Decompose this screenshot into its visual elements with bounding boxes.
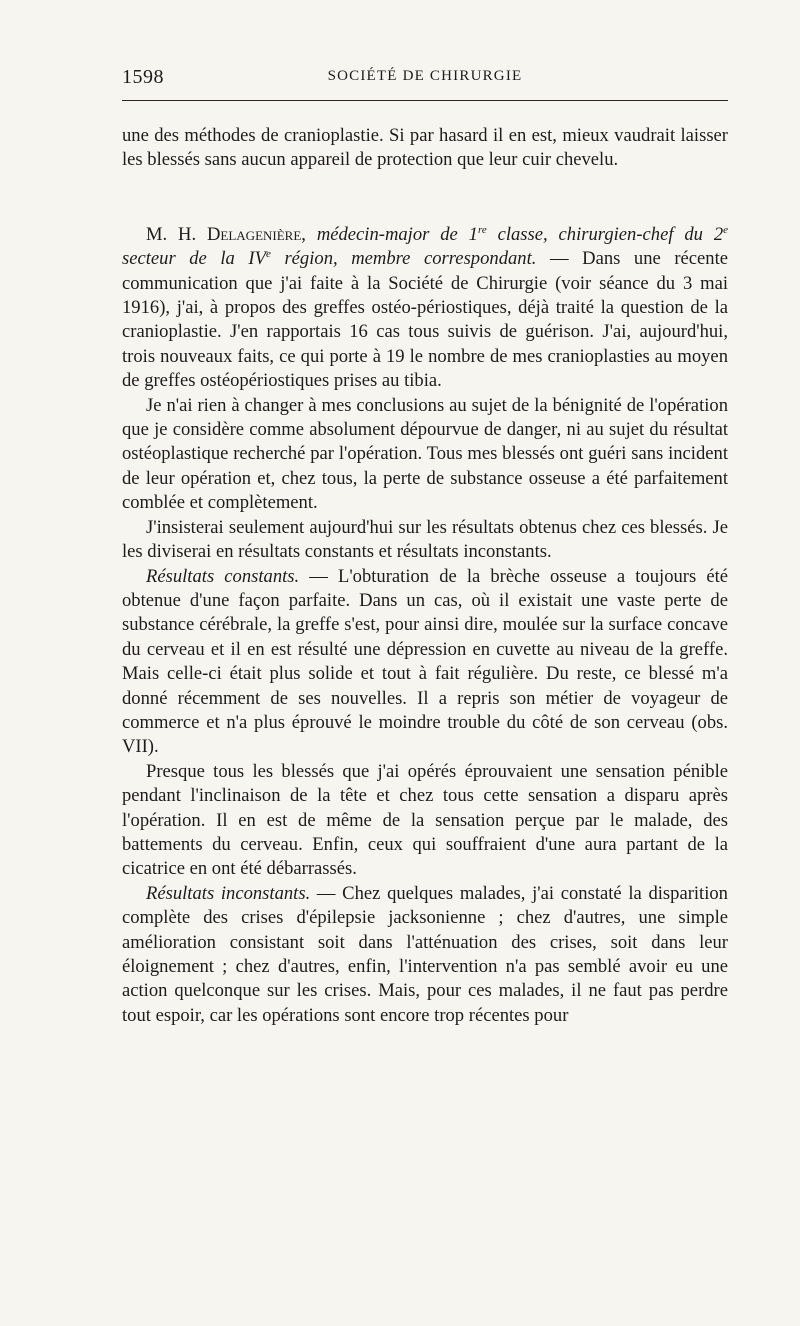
inconstant-results-text: — Chez quelques malades, j'ai constaté la disparition complète des crises d'épilepsie jacksonienne ; chez d'autres, une simple amélioration consistant soit dans l'atténuation des crises, soit dans leur éloignement ; chez d'autres, enfin, l'intervention n'a pas semblé avoir eu une action quelconque sur les crises. Mais, pour ces malades, il ne faut pas perdre tout espoir, car les opérations sont encore trop récentes pour [122,882,728,1026]
author-comma: , [301,223,317,245]
superscript: re [477,223,487,236]
author-title-part: 2 [713,223,724,245]
paragraph-continuation: une des méthodes de cranioplastie. Si par hasard il en est, mieux vaudrait laisser les blessés sans aucun appareil de protection que leur cuir chevelu. [122,125,728,171]
paragraph-results-intro: J'insisterai seulement aujourd'hui sur les résultats obtenus chez ces blessés. Je les diviserai en résultats constants et résultats inconstants. [122,516,728,563]
paragraph-sensations: Presque tous les blessés que j'ai opérés éprouvaient une sensation pénible pendant l'inclinaison de la tête et chez tous cette sensation a disparu après l'opération. Il en est de même de la sensation perçue par le malade, des battements du cerveau. Enfin, ceux qui souffraient d'une aura partant de la cicatrice en ont été débarrassés. [122,760,728,880]
journal-title: SOCIÉTÉ DE CHIRURGIE [327,68,523,84]
book-page [122,58,729,1026]
running-head [122,58,728,98]
superscript: e [265,248,271,261]
author-title-part: secteur de la [122,248,249,270]
subheading-inconstant-results: Résultats inconstants. [146,882,311,904]
paragraph-constant-results [122,565,728,760]
body-text [122,124,728,1028]
page-number: 1598 [122,66,164,88]
paragraph-conclusions: Je n'ai rien à changer à mes conclusions au sujet de la bénignité de l'opération que je considère comme absolument dépourvue de danger, ni au sujet du résultat ostéoplastique recherché par l'opération. Tous mes blessés ont guéri sans incident de leur opération et, chez tous, la perte de substance osseuse a été parfaitement comblée et complètement. [122,394,728,514]
author-title-part: classe, chirurgien-chef du [486,223,714,245]
author-title-part: 1 [468,223,478,245]
paragraph-communication [122,223,728,394]
author-title-part: médecin-major de [316,223,469,245]
constant-results-text: — L'obturation de la brèche osseuse a toujours été obtenue d'une façon parfaite. Dans un cas, où il existait une vaste perte de substance cérébrale, la greffe s'est, pour ainsi dire, moulée sur la surface concave du cerveau et il en est résulté une dépression en cuvette au niveau de la greffe. Mais celle-ci était plus solide et tout à fait régulière. Du reste, ce blessé m'a donné récemment de ses nouvelles. Il a repris son métier de voyageur de commerce et n'a plus éprouvé le moindre trouble du côté de son cerveau (obs. VII). [122,565,728,758]
superscript: e [723,223,728,236]
section-gap [122,173,728,223]
paragraph-inconstant-results [122,882,728,1028]
author-title-part: région, membre correspondant. [270,248,537,270]
author-prefix: M. H. [146,223,207,245]
header-rule [122,100,728,101]
communication-text: — Dans une récente communication que j'ai faite à la Société de Chirurgie (voir séance du 3 mai 1916), j'ai, à propos des greffes ostéo-périostiques, déjà traité la question de la cranioplastie. J'en rapportais 16 cas tous suivis de guérison. J'ai, aujourd'hui, trois nouveaux faits, ce qui porte à 19 le nombre de mes cranioplasties au moyen de greffes ostéopériostiques prises au tibia. [122,248,729,392]
subheading-constant-results: Résultats constants. [146,565,300,587]
author-name: Delagenière [206,223,302,245]
author-title-part: IV [248,248,266,270]
